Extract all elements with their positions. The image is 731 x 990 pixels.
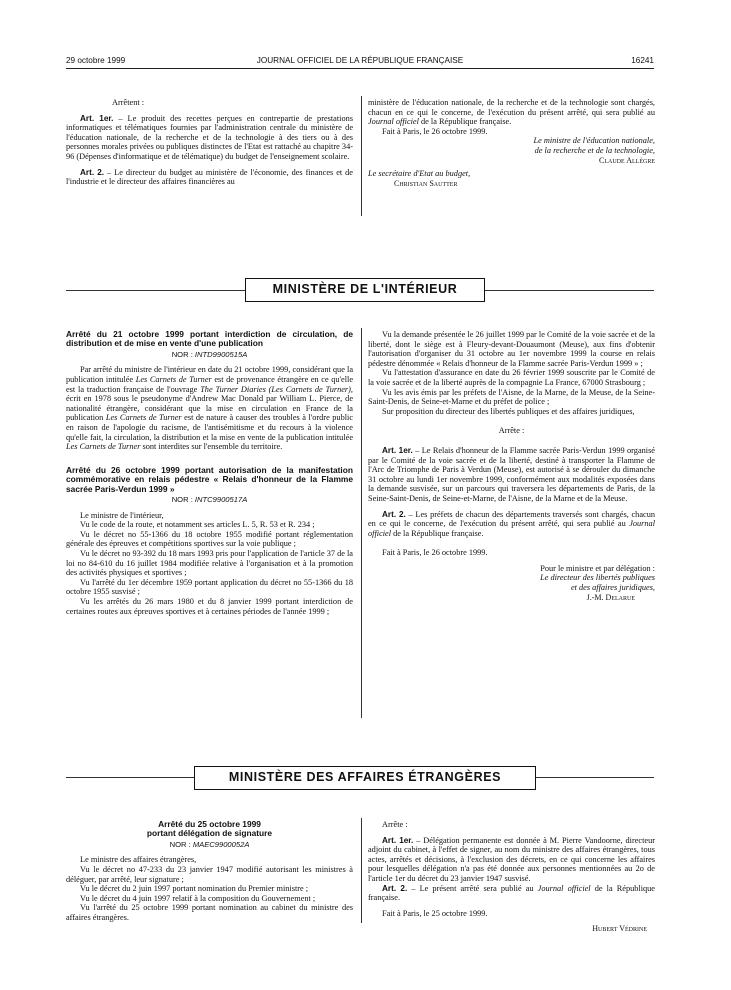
top-fait: Fait à Paris, le 26 octobre 1999. bbox=[382, 126, 488, 136]
header-page-number: 16241 bbox=[631, 56, 654, 65]
arrete-2-line-5: Vu l'arrêté du 1er décembre 1959 portant application du décret no 55-1366 du 18 octobre 1955 susvisé ; bbox=[66, 577, 353, 597]
arrete-3-title-2: portant délégation de signature bbox=[146, 828, 273, 839]
top-signatory-2-name: Christian Sautter bbox=[394, 178, 458, 188]
arrete-2-line-4: Vu le décret no 93-392 du 18 mars 1993 pris pour l'application de l'article 37 de la loi no 84-610 du 16 juillet 1984 modifiée relative à l'organisation et à la promotion des activités physiques et sportives ; bbox=[66, 548, 353, 578]
column-divider bbox=[361, 96, 362, 216]
arrete-1-body: Par arrêté du ministre de l'intérieur en date du 21 octobre 1999, considérant que la publication intitulée Les Carnets de Turner est de provenance étrangère en ce qu'elle est la traduction française de l'ouvrage The Turner Diaries (Les Carnets de Turner), écrit en 1978 sous le pseudonyme d'Andrew Mac Donald par William L. Pierce, de nationalité étrangère, considérant que la mise en circulation en France de la publication Les Carnets de Turner est de nature à causer des troubles à l'ordre public en raison de l'apologie du racisme, de l'antisémitisme et du recours à la violence qu'elle fait, la circulation, la distribution et la mise en vente de la publication intitulée Les Carnets de Turner sont interdites sur l'ensemble du territoire. bbox=[66, 365, 354, 452]
top-signatory-1-name: Claude Allègre bbox=[599, 155, 655, 165]
arrete-3-fait: Fait à Paris, le 25 octobre 1999. bbox=[382, 908, 488, 918]
arrete-3-arrete-label: Arrête : bbox=[382, 820, 408, 829]
arrete-2-article-2: Art. 2. – Les préfets de chacun des départements traversés sont chargés, chacun en ce qui le concerne, de l'exécution du présent arrêté, qui sera publié au Journal officiel de la République française. bbox=[368, 509, 655, 538]
arrete-3-line-2: Vu le décret no 47-233 du 23 janvier 1947 modifié autorisant les ministres à déléguer, par arrêté, leur signature ; bbox=[66, 865, 353, 884]
arrete-2-right-line-4: Sur proposition du directeur des libertés publiques et des affaires juridiques, bbox=[382, 406, 635, 416]
arrete-3-title-1: Arrêté du 25 octobre 1999 bbox=[158, 819, 261, 829]
arrete-2-line-1: Le ministre de l'intérieur, bbox=[80, 510, 164, 520]
arrete-1-title: Arrêté du 21 octobre 1999 portant interdiction de circulation, de distribution et de mise en vente d'une publication bbox=[66, 329, 353, 349]
arrete-3-line-5: Vu l'arrêté du 25 octobre 1999 portant nomination au cabinet du ministre des affaires étrangères. bbox=[66, 903, 353, 922]
arrete-2-line-6: Vu les arrêtés du 26 mars 1980 et du 8 janvier 1999 portant interdiction de certaines routes aux épreuves sportives et à certaines périodes de l'année 1999 ; bbox=[66, 596, 353, 616]
arrete-3-article-1: Art. 1er. – Délégation permanente est donnée à M. Pierre Vandoorne, directeur adjoint du cabinet, à l'effet de signer, au nom du ministre des affaires étrangères, tous actes, arrêtés et décisions, à l'exclusion des décrets, en ce qui concerne les affaires pour lesquelles délégation n'a pas été donnée aux personnes mentionnées au 2o de l'article 1er du décret du 23 janvier 1947 susvisé. bbox=[368, 835, 655, 883]
top-signatory-1-title-2: de la recherche et de la technologie, bbox=[534, 145, 655, 155]
arrete-2-line-3: Vu le décret no 55-1366 du 18 octobre 1955 modifié portant réglementation générale des épreuves et compétitions sportives sur la voie publique ; bbox=[66, 529, 353, 549]
arrete-3-article-2: Art. 2. – Le présent arrêté sera publié au Journal officiel de la République française. bbox=[368, 883, 655, 903]
header-date: 29 octobre 1999 bbox=[66, 56, 126, 65]
top-execution-clause: ministère de l'éducation nationale, de la recherche et de la technologie sont chargés, chacun en ce qui le concerne, de l'exécution du présent arrêté, qui sera publié au Journal officiel de la République française. bbox=[368, 98, 655, 127]
arrete-3-line-1: Le ministre des affaires étrangères, bbox=[80, 855, 197, 865]
arrete-3-sig-name: Hubert Védrine bbox=[592, 924, 647, 934]
section-title-interieur: MINISTÈRE DE L'INTÉRIEUR bbox=[245, 278, 485, 302]
interieur-left-column bbox=[66, 330, 353, 616]
column-divider bbox=[361, 328, 362, 718]
arretent-label: Arrêtent : bbox=[112, 98, 145, 107]
arrete-2-arrete-label: Arrête : bbox=[498, 426, 525, 436]
arrete-2-fait: Fait à Paris, le 26 octobre 1999. bbox=[382, 548, 488, 558]
arrete-2-sig-name: J.-M. Delarue bbox=[586, 592, 635, 602]
column-divider bbox=[361, 818, 362, 923]
top-right-column bbox=[368, 98, 655, 188]
top-left-column bbox=[66, 98, 353, 187]
arrete-2-right-line-1: Vu la demande présentée le 26 juillet 1999 par le Comité de la voie sacrée et de la liberté, dont le siège est à Fleury-devant-Douaumont (Meuse), aux fins d'obtenir l'autorisation d'organiser du 31 octobre au 1er novembre 1999 la course en relais pédestre dénommée « Relais d'honneur de la Flamme sacrée Paris-Verdun 1999 » ; bbox=[368, 330, 655, 368]
arrete-2-sig-line-3: et des affaires juridiques, bbox=[570, 583, 655, 593]
arrete-2-article-1: Art. 1er. – Le Relais d'honneur de la Flamme sacrée Paris-Verdun 1999 organisé par le Comité de la voie sacrée et de la liberté, destiné à transporter la Flamme de l'Arc de Triomphe de Paris à Verdun (Meuse), est autorisé à se dérouler du dimanche 31 octobre au lundi 1er novembre 1999, conformément aux modalités exposées dans la demande susvisée, sur un parcours qui traversera les départements de Paris, de la Seine-Saint-Denis, de Seine-et-Marne, de l'Aisne, de la Marne et de la Meuse. bbox=[368, 445, 655, 503]
arrete-2-line-2: Vu le code de la route, et notamment ses articles L. 5, R. 53 et R. 234 ; bbox=[80, 520, 315, 530]
top-article-1: Art. 1er. – Le produit des recettes perçues en contrepartie de prestations informatiques et télématiques fournies par l'administration centrale du ministère de l'éducation nationale, de la recherche et de la technologie à des tiers ou à des personnes morales privées ou publiques distinctes de l'Etat est rattaché au chapitre 34-96 (Dépenses d'informatique et de télématique) du budget de l'enseignement scolaire. bbox=[66, 113, 354, 161]
affaires-etrangeres-left-column bbox=[66, 820, 353, 923]
arrete-2-title: Arrêté du 26 octobre 1999 portant autorisation de la manifestation commémorative en relais pédestre « Relais d'honneur de la Flamme sacrée Paris-Verdun 1999 » bbox=[66, 464, 353, 494]
page-header bbox=[66, 56, 654, 69]
top-article-2: Art. 2. – Le directeur du budget au ministère de l'économie, des finances et de l'industrie et le directeur des affaires financières au bbox=[66, 167, 353, 187]
affaires-etrangeres-right-column bbox=[368, 820, 655, 934]
interieur-right-column bbox=[368, 330, 655, 602]
top-signatory-1-title-1: Le ministre de l'éducation nationale, bbox=[533, 136, 655, 146]
header-journal-title: JOURNAL OFFICIEL DE LA RÉPUBLIQUE FRANÇAISE bbox=[256, 56, 464, 65]
arrete-3-nor: NOR : MAEC9900052A bbox=[169, 839, 250, 849]
arrete-2-sig-line-2: Le directeur des libertés publiques bbox=[540, 573, 655, 583]
arrete-2-right-line-3: Vu les avis émis par les préfets de l'Aisne, de la Marne, de la Meuse, de la Seine-Saint-Denis, de Seine-et-Marne et du préfet de police ; bbox=[368, 387, 655, 407]
arrete-2-right-line-2: Vu l'attestation d'assurance en date du 26 février 1999 souscrite par le Comité de la voie sacrée et de la liberté auprès de la compagnie La France, 67000 Strasbourg ; bbox=[368, 368, 655, 387]
arrete-3-line-3: Vu le décret du 2 juin 1997 portant nomination du Premier ministre ; bbox=[80, 884, 309, 894]
arrete-2-nor: NOR : INTC9900517A bbox=[171, 494, 248, 504]
arrete-3-line-4: Vu le décret du 4 juin 1997 relatif à la composition du Gouvernement ; bbox=[80, 893, 316, 903]
arrete-2-sig-line-1: Pour le ministre et par délégation : bbox=[540, 563, 655, 573]
top-signatory-2-title: Le secrétaire d'Etat au budget, bbox=[368, 169, 471, 179]
arrete-1-nor: NOR : INTD9900515A bbox=[171, 349, 248, 359]
section-title-affaires-etrangeres: MINISTÈRE DES AFFAIRES ÉTRANGÈRES bbox=[194, 766, 536, 790]
